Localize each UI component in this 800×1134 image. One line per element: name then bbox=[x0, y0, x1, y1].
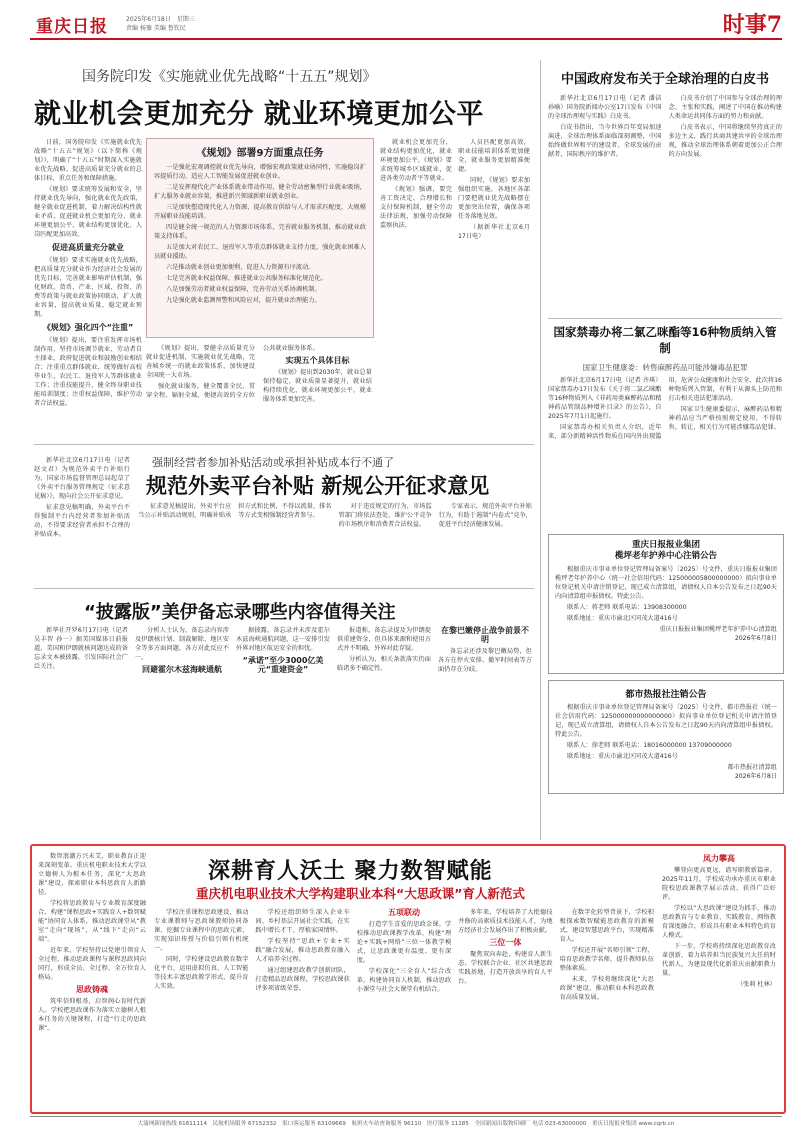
column-divider bbox=[540, 60, 541, 840]
paragraph: 学校坚持“思政+专业+实践”融合发展，推动思政教育融入人才培养全过程。 bbox=[255, 938, 350, 963]
paragraph: 未来，学校将继续深化“大思政课”建设，推动职业本科思政教育高质量发展。 bbox=[559, 976, 654, 1001]
paragraph: 专家表示，规范外卖平台补贴行为，有助于遏制“内卷式”竞争，促进平台经济健康发展。 bbox=[438, 503, 532, 528]
date-line: 2025年6月18日 星期三 bbox=[126, 16, 195, 23]
paragraph: 白皮书表示，中国将继续坚持真正的多边主义，践行共商共建共享的全球治理观，推动全球治理体系朝着更加公正合理的方向发展。 bbox=[668, 124, 782, 158]
notice-title: 重庆日报报业集团 榄坪老年护养中心注销公告 bbox=[614, 540, 717, 561]
notice-date: 2026年6月8日 bbox=[734, 773, 777, 780]
article-body bbox=[146, 344, 372, 438]
article-body bbox=[548, 94, 782, 308]
paragraph: 分析认为，相关条款落实仍面临诸多不确定性。 bbox=[337, 656, 431, 672]
article-body bbox=[34, 626, 532, 838]
paragraph: 备忘录还涉及黎巴嫩局势，但各方在停火安排、撤军时间表等方面仍存在分歧。 bbox=[438, 648, 532, 673]
subheading: 凤力攀高 bbox=[703, 854, 735, 863]
paragraph: 人员匹配更加高效，职业技能培训体系更加健全，就业服务更加精准便捷。 bbox=[458, 139, 530, 173]
paragraph: 强化就业服务，健全覆盖全民、贯穿全程、辐射全域、便捷高效的全方位公共就业服务体系。 bbox=[146, 345, 319, 399]
paragraph: 学校将思政教育与专业教育深度融合，构建“课程思政+实践育人+数智赋能”协同育人体系，推动思政课堂从“教室”走向“现场”，从“线下”走向“云端”。 bbox=[38, 900, 146, 943]
paragraph: 学校还开展“名师引领”工程，培育思政教学名师，提升教师队伍整体素质。 bbox=[559, 947, 654, 972]
article-headline: “披露版”美伊备忘录哪些内容值得关注 bbox=[84, 602, 396, 623]
subheading: 在黎巴嫩停止战争前景不明 bbox=[441, 626, 529, 644]
paragraph: 对于违反规定的行为，市场监管部门将依法查处，维护公平竞争的市场秩序和消费者合法权益。 bbox=[338, 503, 432, 528]
article-body bbox=[138, 502, 532, 582]
paragraph: 《规划》要求实施就业优先战略，把高质量充分就业作为经济社会发展的优先目标，完善就业影响评估机制，强化财政、货币、产业、区域、投资、消费等政策与就业政策协同联动，扩大就业容量，提高就业质量，稳定就业预期。 bbox=[34, 257, 142, 318]
paragraph: 根据重庆市事业单位登记管理局备案号〔2025〕号文件，重庆日报报业集团榄坪老年护养中心（统一社会信用代码：125000005800000000）拟向事业单位登记机关申请注销登记，现已成立清算组，请债权人自本公告发布之日起90天内向清算组申报债权。特此公告。 bbox=[555, 566, 777, 600]
subheading: 实现五个具体目标 bbox=[285, 356, 350, 365]
paragraph: 新华社北京6月17日电（记者 赵文君）为规范外卖平台补贴行为，国家市场监督管理总局起草了《外卖平台服务管理规定（征求意见稿）》，现向社会公开征求意见。 bbox=[34, 457, 130, 500]
paragraph: 国家禁毒办相关负责人介绍，近年来，部分新精神活性物质在国内外出现滥用，危害公众健康和社会安全，此次将16种物质列入管制，有利于从源头上防范和打击相关违法犯罪活动。 bbox=[548, 377, 782, 440]
contact: 联系人：徐老师 联系电话：18016000000 13709000000 bbox=[567, 742, 732, 749]
list-item: 二是发挥现代化产业体系就业带动作用，健全劳动密集型行业就业吸纳，扩大服务业就业容量，推进新兴领域新职业就业创业。 bbox=[154, 184, 366, 200]
article-body bbox=[34, 456, 130, 580]
paragraph: 《规划》提出，要注重发挥市场机制作用，坚持市场调节就业、劳动者自主择业、政府促进就业和鼓励创业相结合；注重重点群体就业，统筹做好高校毕业生、农民工、退役军人等群体就业工作；注重技能提升，健全终身职业技能培训制度；注重权益保障，维护劳动者合法权益。 bbox=[34, 337, 142, 407]
article-drug-control bbox=[548, 322, 782, 530]
article-body bbox=[38, 852, 146, 1104]
subheading: 思政铸魂 bbox=[76, 985, 108, 994]
article-headline bbox=[548, 324, 782, 356]
paragraph: 白皮书指出，当今世界百年变局加速演进，全球治理体系面临深刻调整，中国始终做世界和平的建设者、全球发展的贡献者、国际秩序的维护者。 bbox=[548, 124, 662, 158]
paragraph: 学校注重课程思政建设，推动专业课教师与思政课教师协同备课，挖掘专业课程中的思政元素，实现知识传授与价值引领有机统一。 bbox=[154, 909, 249, 952]
masthead-rule bbox=[30, 38, 782, 40]
divider bbox=[548, 318, 782, 319]
list-item: 五是加大对农民工、退役军人等重点群体就业支持力度，强化就业困难人员就业援助。 bbox=[154, 244, 366, 260]
paragraph: 下一步，学校将持续深化思政教育改革创新，着力培养担当民族复兴大任的时代新人，为建设现代化新重庆贡献职教力量。 bbox=[662, 943, 776, 977]
paragraph: 白皮书介绍了中国参与全球治理的理念、主张和实践，阐述了中国在推动构建人类命运共同体方面的努力和贡献。 bbox=[668, 95, 782, 120]
notice-sign: 重庆日报报业集团榄坪老年护养中心清算组 bbox=[659, 626, 777, 633]
paragraph: 征求意见稿提出，外卖平台应当公示补贴活动规则，明确补贴承担方式和比例，不得以流量、排名等方式变相强制经营者参与。 bbox=[138, 503, 332, 519]
subheading: 回避霍尔木兹海峡通航 bbox=[142, 665, 222, 674]
paragraph: 据披露，备忘录并未涉及霍尔木兹海峡通航问题，这一安排引发外界对地区航运安全的担忧。 bbox=[236, 627, 330, 652]
article-kicker: 国务院印发《实施就业优先战略“十五五”规划》 bbox=[82, 69, 377, 85]
feature-subhead: 重庆机电职业技术大学构建职业本科“大思政课”育人新范式 bbox=[196, 886, 525, 901]
paragraph: 筑牢信仰根基，启智润心育时代新人。学校把思政课作为落实立德树人根本任务的关键课程，打造“行走的思政课”。 bbox=[38, 998, 146, 1032]
paragraph: 近年来，学校坚持以党建引领育人全过程，推动思政课程与课程思政同向同行，形成全员、全过程、全方位育人格局。 bbox=[38, 947, 146, 981]
paragraph: 同时，《规划》要求加强组织实施，各地区各部门要把就业优先战略摆在更加突出位置，确保各项任务落地见效。 bbox=[458, 177, 530, 220]
list-item: 七是完善就业权益保障，推进就业公共服务标准化规范化。 bbox=[166, 275, 327, 282]
paragraph: 学校以“大思政课”建设为抓手，推动思政教育与专业教育、实践教育、网络教育深度融合，形成具有职业本科特色的育人模式。 bbox=[662, 905, 776, 939]
subheading: 促进高质量充分就业 bbox=[52, 243, 124, 252]
paragraph: 攀登向更高更远，谱写职教新篇章。2025年11月，学校成功承办重庆市职业院校思政课教学展示活动，获得广泛好评。 bbox=[662, 867, 776, 901]
paragraph: 学校深化“三全育人”综合改革，构建协同育人机制，推动思政小课堂与社会大课堂有机结合。 bbox=[356, 968, 452, 993]
notice-date: 2026年6月8日 bbox=[734, 635, 777, 642]
contact: 联系人：蒋老师 联系电话：13908300000 bbox=[567, 604, 687, 611]
newspaper-logo: 重庆日报 bbox=[36, 17, 108, 37]
divider bbox=[34, 444, 534, 445]
address: 联系地址：重庆市渝北区同茂大道416号 bbox=[567, 753, 678, 760]
article-body bbox=[34, 138, 142, 438]
list-item: 一是强化宏观调控就业优先导向，增强宏观政策就业协同性，实施稳岗扩容提质行动，适应人工智能发展促进就业创业。 bbox=[154, 164, 366, 180]
paragraph: 新华社开罗6月17日电（记者 吴丰智 孙一）据美国媒体日前报道，美国和伊朗就核问题达成的备忘录文本被披露，引发国际社会广泛关注。 bbox=[34, 627, 128, 670]
box-title: 《规划》部署9方面重点任务 bbox=[196, 148, 324, 159]
paragraph: 分析人士认为，备忘录内容涉及伊朗核计划、制裁解除、地区安全等多方面问题，各方对此反应不一。 bbox=[135, 627, 229, 661]
paragraph: 通过组建思政教学创新团队，打造精品思政课程，学校思政课获评多项省级荣誉。 bbox=[255, 967, 350, 992]
paragraph: 国家卫生健康委提示，麻醉药品和精神药品应当严格按照规定使用，不得转售、转让，相关行为可能涉嫌毒品犯罪。 bbox=[668, 406, 782, 431]
article-body bbox=[154, 908, 654, 1106]
article-headline: 就业机会更加充分 就业环境更加公平 bbox=[34, 99, 484, 130]
paragraph: 日前，国务院印发《实施就业优先战略“十五五”规划》（以下简称《规划》），明确了“十五五”时期深入实施就业优先战略、促进高质量充分就业的总体目标、重点任务和保障措施。 bbox=[34, 139, 142, 182]
paragraph: 就业机会更加充分，就业结构更加优化，就业环境更加公平。《规划》要求统筹城乡区域就业，促进各类劳动者平等就业。 bbox=[380, 139, 452, 182]
masthead bbox=[0, 0, 800, 42]
byline: （张莉 杜林） bbox=[736, 981, 776, 988]
paragraph: 在数字化转型背景下，学校积极探索数智赋能思政教育的新模式，建设智慧思政平台，实现精准育人。 bbox=[559, 909, 654, 943]
paragraph: 打造学生喜爱的思政金课。学校推动思政课教学改革，构建“理论+实践+网络”三位一体教学模式，让思政课更有温度、更有深度。 bbox=[356, 921, 452, 964]
paragraph: 《规划》要求统筹发展和安全，坚持就业优先导向，强化就业优先政策，健全就业促进机制，着力解决结构性就业矛盾，促进就业机会更加充分、就业环境更加公平、就业结构更加优化、人岗匹配更加高效。 bbox=[34, 186, 142, 238]
article-employment-plan bbox=[34, 60, 534, 446]
paragraph: 《规划》提出到2030年，就业总量保持稳定，就业质量显著提升，就业结构持续优化，就业环境更加公平，就业服务体系更加完善。 bbox=[263, 369, 372, 403]
subheading: 三位一体 bbox=[489, 938, 522, 947]
section-label: 时事7 bbox=[722, 12, 782, 38]
list-item: 八是加强劳动者就业权益保障，完善劳动关系协调机制。 bbox=[166, 286, 321, 293]
article-body bbox=[662, 852, 776, 1106]
deregistration-notice bbox=[548, 534, 784, 674]
byline: （据新华社北京6月17日电） bbox=[458, 224, 530, 240]
paragraph: 根据重庆市事业单位登记管理局备案号〔2025〕号文件，都市热报社（统一社会信用代码：125000000000000000）拟向事业单位登记机关申请注销登记，现已成立清算组，请债权人自本公告发布之日起90天内向清算组申报债权。特此公告。 bbox=[555, 704, 777, 738]
paragraph: 学校还组织师生深入企业车间、乡村基层开展社会实践，在实践中增长才干、厚植家国情怀。 bbox=[255, 909, 350, 934]
footer-rule bbox=[30, 1116, 782, 1117]
key-tasks-box bbox=[146, 138, 374, 338]
notice-body bbox=[549, 562, 783, 656]
paragraph: 新华社北京6月17日电（记者 潘洁 孙喻）国务院新闻办公室17日发布《中国的全球治理观与实践》白皮书。 bbox=[548, 95, 662, 120]
paragraph: 征求意见稿明确，外卖平台不得强制平台内经营者参加补贴活动，不得要求经营者承担不合理的补贴成本。 bbox=[34, 504, 130, 538]
article-body bbox=[380, 138, 530, 438]
divider bbox=[34, 588, 534, 589]
article-headline: 规范外卖平台补贴 新规公开征求意见 bbox=[146, 474, 490, 498]
feature-article bbox=[30, 844, 786, 1114]
feature-headline: 深耕育人沃土 聚力数智赋能 bbox=[208, 859, 493, 884]
headline-text: 国家禁毒办将二氯乙咪酯等16种物质纳入管制 bbox=[553, 325, 777, 355]
paragraph: 报道称，备忘录提及为伊朗提供重建资金，但具体来源和使用方式并不明确，外界对此存疑。 bbox=[337, 627, 431, 652]
paragraph: 《规划》提出，要健全高质量充分就业促进机制，实施就业优先战略，完善城乡统一的就业政策体系，加快建设全国统一大市场。 bbox=[146, 345, 255, 379]
notice-sign: 都市热报社清算组 bbox=[727, 764, 777, 771]
notice-title: 都市热报社注销公告 bbox=[625, 690, 707, 700]
list-item: 九是强化就业监测预警和风险应对，提升就业治理能力。 bbox=[166, 297, 321, 304]
article-takeout-subsidy bbox=[34, 450, 534, 584]
list-item: 三是加快塑造现代化人力资源，提高教育供给与人才需求匹配度，大规模开展职业技能培训。 bbox=[154, 204, 366, 220]
paragraph: 数智浪潮方兴未艾，职业教育正迎来深刻变革。重庆机电职业技术大学以立德树人为根本任务，深化“大思政课”建设，探索职业本科思政育人新路径。 bbox=[38, 853, 146, 896]
article-us-iran-memo bbox=[34, 594, 534, 840]
address: 联系地址：重庆市渝北区同茂大道416号 bbox=[567, 615, 678, 622]
article-kicker: 强制经营者参加补贴活动或承担补贴成本行不通了 bbox=[152, 456, 394, 469]
paragraph: 《规划》强调，要完善工资决定、合理增长和支付保障机制，健全劳动法律法规，加强劳动保障监察执法。 bbox=[380, 186, 452, 229]
list-item: 六是推动就业创业更加便利，促进人力资源有序流动。 bbox=[166, 264, 315, 271]
list-item: 四是健全统一规范的人力资源市场体系，完善就业服务机制，推动就业政策支持体系。 bbox=[154, 224, 366, 240]
paragraph: 聚焦双向奔赴，构建育人新生态。学校联合企业、社区共建思政实践基地，打造开放共享的育人平台。 bbox=[458, 951, 553, 985]
notice-body bbox=[549, 700, 783, 790]
subheading: 《规划》强化四个“注重” bbox=[42, 323, 134, 332]
editors-line: 责编 杨豫 美编 鲁钦民 bbox=[126, 25, 186, 32]
paragraph: 同时，学校建设思政教育数字化平台，运用虚拟仿真、人工智能等技术丰富思政教学形式，提升育人实效。 bbox=[154, 956, 249, 990]
box-list bbox=[147, 159, 373, 339]
deregistration-notice bbox=[548, 680, 784, 794]
paragraph: 新华社北京6月17日电（记者 齐琪）国家禁毒办17日发布《关于将二氯乙咪酯等16种物质列入《非药用类麻醉药品和精神药品管制品种增补目录》的公告》，自2025年7月1日起施行。 bbox=[548, 377, 662, 420]
article-body bbox=[548, 376, 782, 528]
subheading: “承诺”至少3000亿美元“重建资金” bbox=[242, 656, 324, 674]
article-governance-whitepaper bbox=[548, 60, 782, 312]
article-headline: 中国政府发布关于全球治理的白皮书 bbox=[560, 72, 769, 87]
footer-text: 大渝网新闻热线 61611114 民航机场服务 67152332 渠口客运服务 63109669 航班火车站查询服务 96110 医疗服务 11185 全国新闻出版物印刷厂 电话 023-63000000 重庆日报报业集团 www.cqrb.cn bbox=[137, 1121, 675, 1127]
article-deck: 国家卫生健康委：转售麻醉药品可能涉嫌毒品犯罪 bbox=[582, 363, 748, 372]
subheading: 五项联动 bbox=[387, 908, 420, 917]
paragraph: 多年来，学校培养了大批德技并修的高素质技术技能人才，为地方经济社会发展作出了积极贡献。 bbox=[458, 909, 553, 934]
